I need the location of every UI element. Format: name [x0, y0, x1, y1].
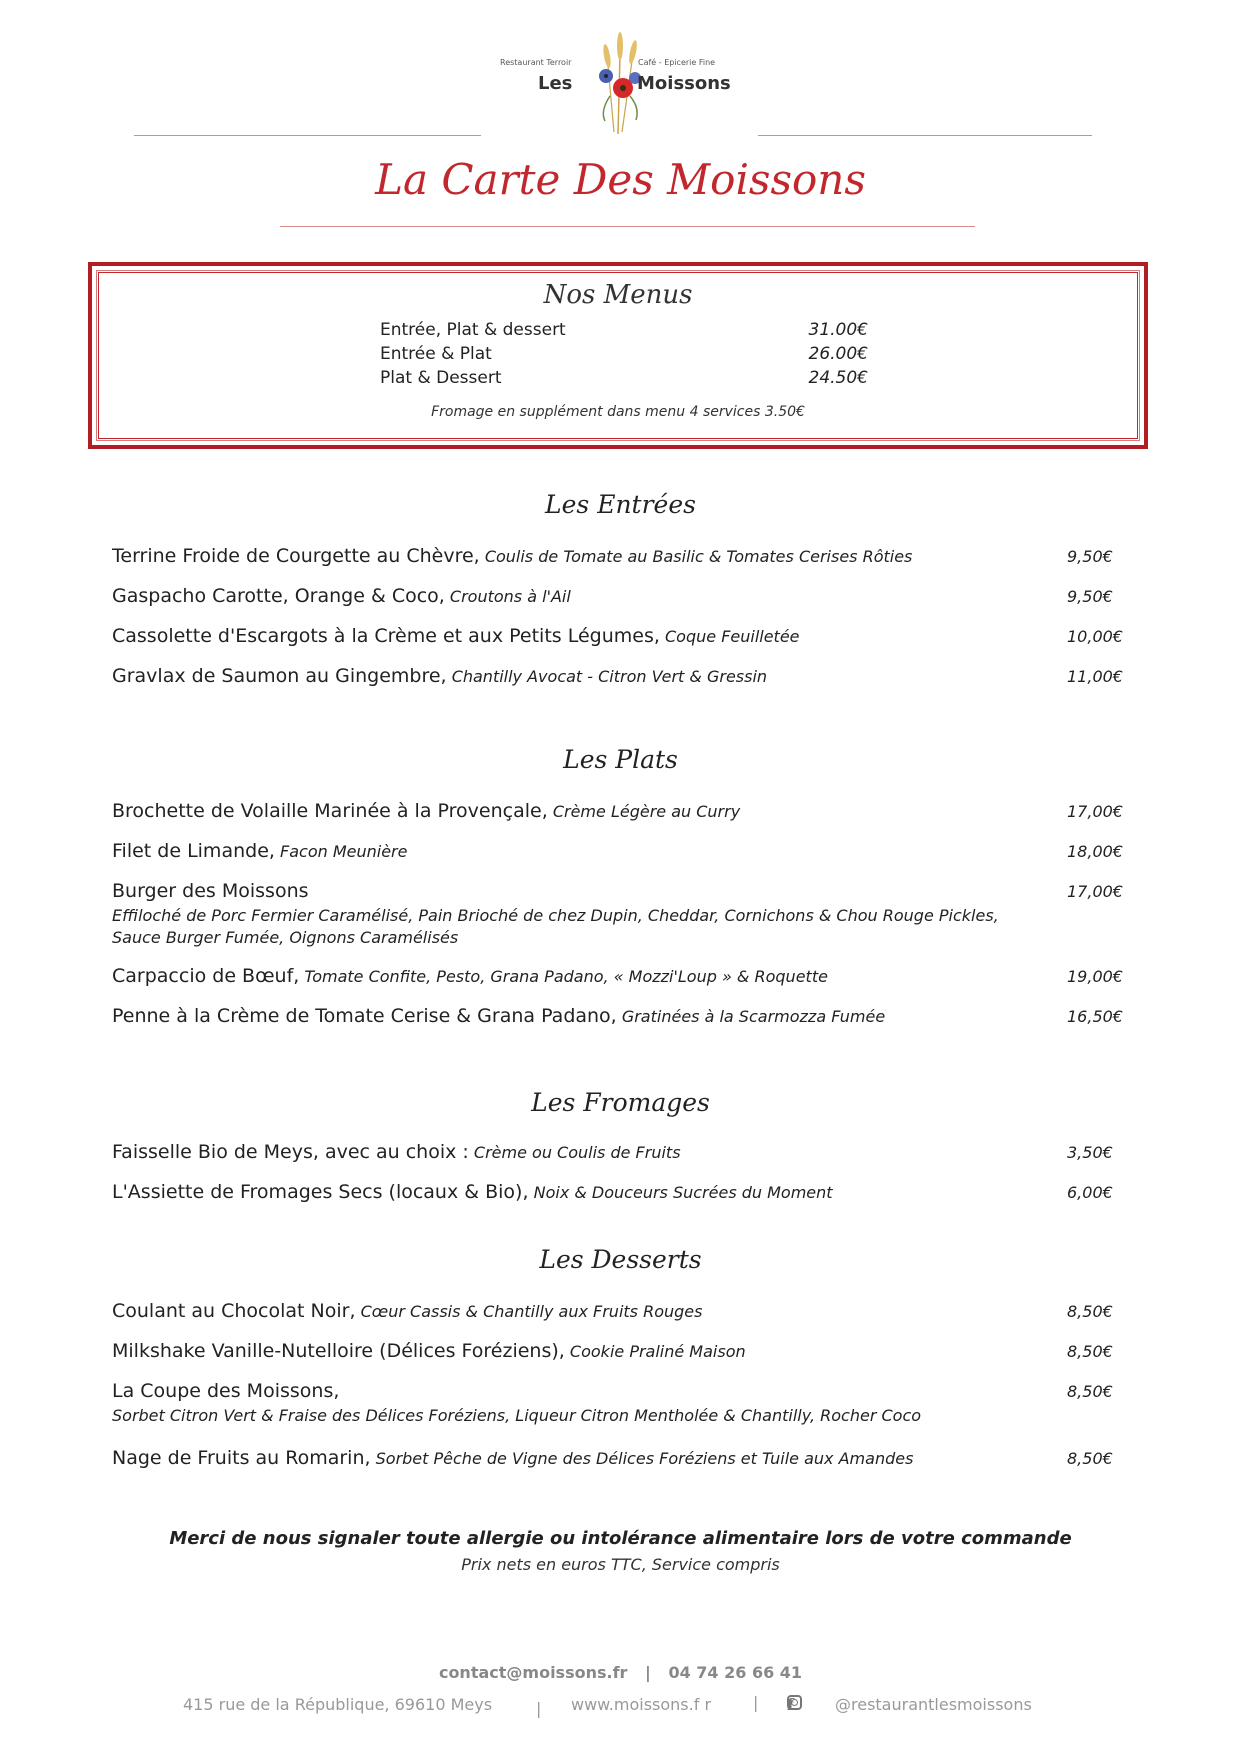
- dish-item: [112, 965, 1122, 987]
- header-divider-left: [134, 135, 481, 136]
- dish-price: 18,00€: [1067, 842, 1123, 861]
- footer-separator: |: [645, 1663, 651, 1682]
- prices-note: Prix nets en euros TTC, Service compris: [461, 1555, 780, 1574]
- dish-item: [112, 585, 1122, 607]
- menu-price: 24.50€: [808, 368, 868, 388]
- dish-name: Filet de Limande,: [112, 840, 275, 862]
- menu-price: 26.00€: [808, 344, 868, 364]
- logo-tagline-left: Restaurant Terroir: [500, 58, 572, 67]
- dish-name: Nage de Fruits au Romarin,: [112, 1447, 371, 1469]
- dish-item: [112, 625, 1122, 647]
- dish-description: Coulis de Tomate au Basilic & Tomates Cerises Rôties: [484, 547, 913, 566]
- allergy-notice: Merci de nous signaler toute allergie ou intolérance alimentaire lors de votre commande: [169, 1528, 1072, 1549]
- dish-name: Penne à la Crème de Tomate Cerise & Grana Padano,: [112, 1005, 617, 1027]
- dish-description: Noix & Douceurs Sucrées du Moment: [533, 1183, 833, 1202]
- dish-description: Tomate Confite, Pesto, Grana Padano, « Mozzi'Loup » & Roquette: [304, 967, 828, 986]
- dish-description: Crème Légère au Curry: [552, 802, 741, 821]
- dish-description: Effiloché de Porc Fermier Caramélisé, Pain Brioché de chez Dupin, Cheddar, Cornichons & Chou Rouge Pickles,: [112, 906, 999, 925]
- menu-price: 31.00€: [808, 320, 868, 340]
- set-menus-box: [88, 262, 1148, 449]
- dish-price: 19,00€: [1067, 967, 1123, 986]
- menu-cheese-note: Fromage en supplément dans menu 4 services 3.50€: [431, 404, 805, 420]
- dish-name: Faisselle Bio de Meys, avec au choix :: [112, 1141, 469, 1163]
- dish-item: [112, 800, 1122, 822]
- section-title-plats: Les Plats: [563, 745, 678, 774]
- logo-tagline-right: Café - Epicerie Fine: [638, 58, 716, 67]
- dish-item: [112, 1300, 1122, 1322]
- dish-description: Crème ou Coulis de Fruits: [473, 1143, 681, 1162]
- dish-description: Croutons à l'Ail: [449, 587, 571, 606]
- dish-description: Cœur Cassis & Chantilly aux Fruits Rouges: [360, 1302, 703, 1321]
- dish-price: 9,50€: [1067, 587, 1113, 606]
- title-underline: [280, 226, 975, 227]
- dish-price: 8,50€: [1067, 1382, 1113, 1401]
- dish-name: La Coupe des Moissons,: [112, 1380, 340, 1402]
- dish-item: [112, 665, 1122, 687]
- dish-price: 8,50€: [1067, 1302, 1113, 1321]
- footer-separator: |: [753, 1693, 759, 1712]
- menus-title: Nos Menus: [543, 280, 693, 310]
- dish-item: [112, 1340, 1122, 1362]
- dish-name: Gravlax de Saumon au Gingembre,: [112, 665, 447, 687]
- dish-item: [112, 1181, 1122, 1203]
- dish-description: Chantilly Avocat - Citron Vert & Gressin: [451, 667, 768, 686]
- dish-description: Cookie Praliné Maison: [569, 1342, 746, 1361]
- dish-price: 11,00€: [1067, 667, 1123, 686]
- footer-contact-line: [0, 1663, 1241, 1682]
- dish-name: Coulant au Chocolat Noir,: [112, 1300, 356, 1322]
- dish-price: 9,50€: [1067, 547, 1113, 566]
- dish-description: Sorbet Pêche de Vigne des Délices Foréziens et Tuile aux Amandes: [375, 1449, 914, 1468]
- dish-name: Terrine Froide de Courgette au Chèvre,: [112, 545, 480, 567]
- dish-price: 6,00€: [1067, 1183, 1113, 1202]
- footer-email[interactable]: contact@moissons.fr: [438, 1663, 628, 1682]
- dish-description-continued: Sauce Burger Fumée, Oignons Caramélisés: [112, 928, 459, 947]
- footer-separator: |: [536, 1699, 542, 1718]
- dish-description: Coque Feuilletée: [665, 627, 800, 646]
- dish-item: [112, 1141, 1122, 1163]
- header-divider-right: [758, 135, 1092, 136]
- dish-description: Gratinées à la Scarmozza Fumée: [621, 1007, 886, 1026]
- dish-price: 8,50€: [1067, 1449, 1113, 1468]
- footer-website[interactable]: www.moissons.f r: [571, 1695, 712, 1714]
- dish-description: Facon Meunière: [280, 842, 408, 861]
- footer-social-handle[interactable]: @restaurantlesmoissons: [835, 1695, 1032, 1714]
- footer-address: 415 rue de la République, 69610 Meys: [183, 1695, 493, 1714]
- dish-item: [112, 545, 1122, 567]
- section-title-entrees: Les Entrées: [545, 490, 696, 519]
- logo-word-les: Les: [538, 73, 573, 94]
- menu-label: Entrée, Plat & dessert: [380, 320, 566, 340]
- dish-name: Cassolette d'Escargots à la Crème et aux Petits Légumes,: [112, 625, 660, 647]
- dish-item: [112, 880, 1122, 947]
- dish-price: 17,00€: [1067, 802, 1123, 821]
- menu-label: Plat & Dessert: [380, 368, 502, 388]
- dish-name: Brochette de Volaille Marinée à la Provençale,: [112, 800, 548, 822]
- dish-price: 3,50€: [1067, 1143, 1113, 1162]
- dish-item: [112, 1380, 1122, 1425]
- dish-item: [112, 1447, 1122, 1469]
- dish-name: Burger des Moissons: [112, 880, 309, 902]
- menu-label: Entrée & Plat: [380, 344, 492, 364]
- dish-description: Sorbet Citron Vert & Fraise des Délices Foréziens, Liqueur Citron Mentholée & Chantilly, Rocher Coco: [112, 1406, 922, 1425]
- page-title: La Carte Des Moissons: [375, 155, 866, 204]
- section-title-desserts: Les Desserts: [539, 1245, 702, 1274]
- dish-name: L'Assiette de Fromages Secs (locaux & Bio),: [112, 1181, 529, 1203]
- dish-price: 8,50€: [1067, 1342, 1113, 1361]
- dish-name: Carpaccio de Bœuf,: [112, 965, 300, 987]
- restaurant-logo: [500, 16, 740, 136]
- facebook-icon[interactable]: f: [787, 1695, 794, 1714]
- dish-price: 10,00€: [1067, 627, 1123, 646]
- dish-price: 17,00€: [1067, 882, 1123, 901]
- footer-phone[interactable]: 04 74 26 66 41: [668, 1663, 803, 1682]
- dish-price: 16,50€: [1067, 1007, 1123, 1026]
- dish-item: [112, 1005, 1122, 1027]
- dish-name: Gaspacho Carotte, Orange & Coco,: [112, 585, 445, 607]
- instagram-icon[interactable]: [787, 1695, 802, 1710]
- logo-word-moissons: Moissons: [637, 73, 731, 94]
- section-title-fromages: Les Fromages: [531, 1088, 710, 1117]
- dish-name: Milkshake Vanille-Nutelloire (Délices Foréziens),: [112, 1340, 565, 1362]
- dish-item: [112, 840, 1122, 862]
